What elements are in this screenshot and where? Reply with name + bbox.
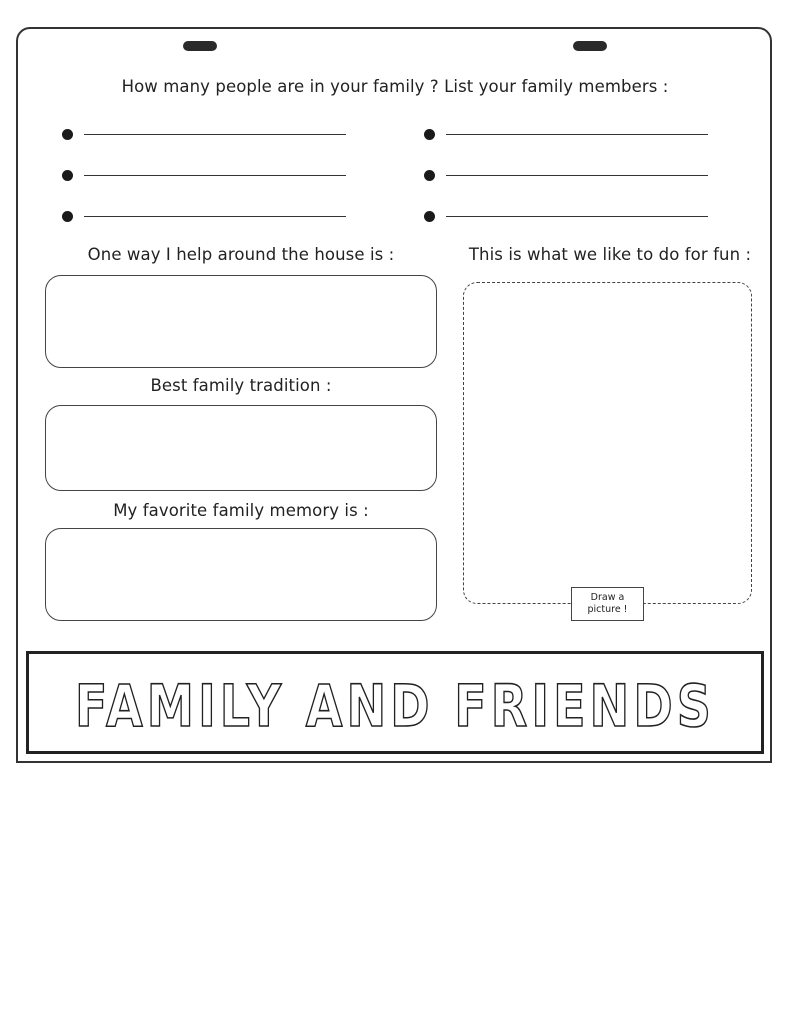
question-family-members: How many people are in your family ? List your family members : xyxy=(121,77,669,96)
answer-line xyxy=(446,216,708,217)
bullet-icon xyxy=(62,129,73,140)
family-member-line-1[interactable] xyxy=(62,129,352,141)
answer-line xyxy=(84,134,346,135)
bullet-icon xyxy=(424,170,435,181)
family-member-line-3[interactable] xyxy=(62,211,352,223)
binder-slot-left xyxy=(183,41,217,51)
memory-answer-box[interactable] xyxy=(45,528,437,621)
answer-line xyxy=(84,175,346,176)
help-house-answer-box[interactable] xyxy=(45,275,437,368)
bullet-icon xyxy=(424,211,435,222)
tradition-answer-box[interactable] xyxy=(45,405,437,491)
answer-line xyxy=(446,134,708,135)
drawing-area[interactable] xyxy=(463,282,752,604)
question-help-house: One way I help around the house is : xyxy=(87,245,395,264)
title-banner xyxy=(26,651,764,754)
bullet-icon xyxy=(424,129,435,140)
question-memory: My favorite family memory is : xyxy=(113,501,369,520)
draw-tag-line-2: picture ! xyxy=(587,604,628,615)
answer-line xyxy=(84,216,346,217)
family-member-line-5[interactable] xyxy=(424,170,714,182)
family-member-line-2[interactable] xyxy=(62,170,352,182)
draw-tag-line-1: Draw a xyxy=(590,592,625,603)
question-fun: This is what we like to do for fun : xyxy=(468,245,752,264)
question-tradition: Best family tradition : xyxy=(150,376,332,395)
family-member-line-4[interactable] xyxy=(424,129,714,141)
banner-svg xyxy=(29,654,761,751)
answer-line xyxy=(446,175,708,176)
banner-title: FAMILY AND FRIENDS xyxy=(75,672,715,740)
bullet-icon xyxy=(62,170,73,181)
bullet-icon xyxy=(62,211,73,222)
family-member-line-6[interactable] xyxy=(424,211,714,223)
draw-picture-tag xyxy=(571,587,644,621)
binder-slot-right xyxy=(573,41,607,51)
